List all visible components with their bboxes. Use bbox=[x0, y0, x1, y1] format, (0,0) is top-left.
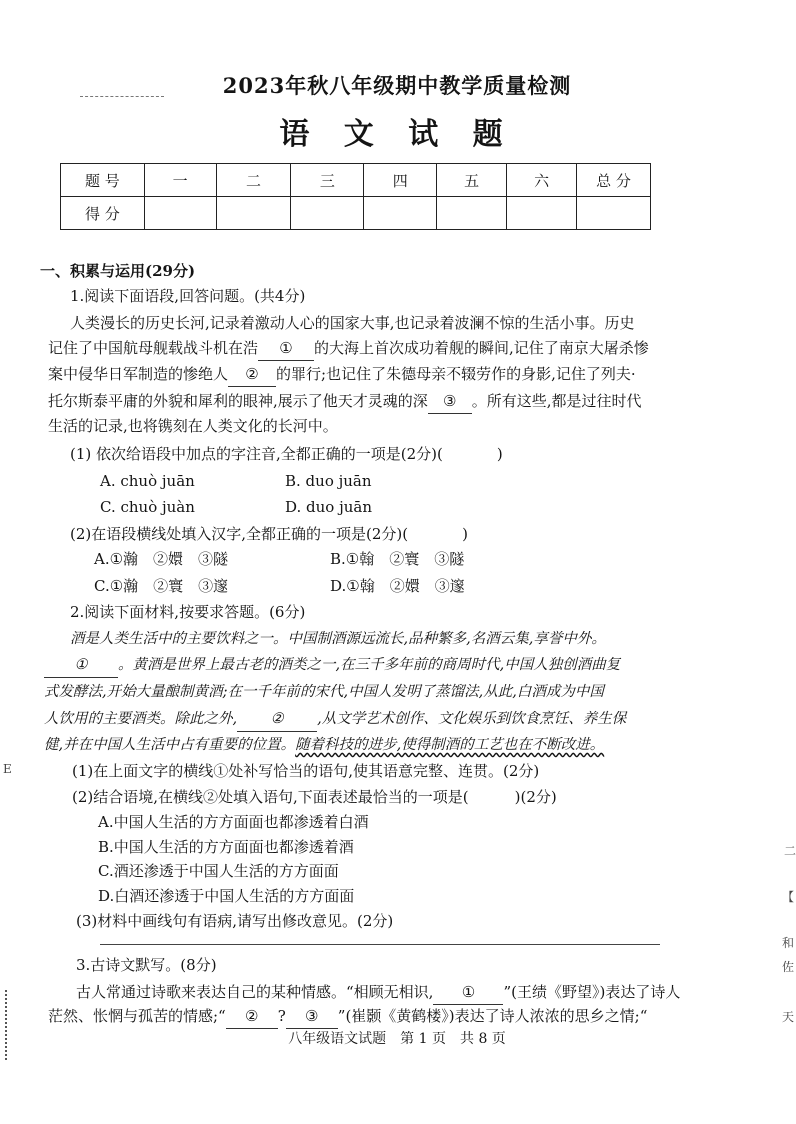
option-d: D.白酒还渗透于中国人生活的方方面面 bbox=[98, 887, 355, 905]
page-footer: 八年级语文试题 第 1 页 共 8 页 bbox=[288, 1031, 506, 1047]
option-b: B. duo juān bbox=[285, 472, 372, 490]
fill-blank[interactable]: ① bbox=[258, 336, 314, 361]
score-cell: 四 bbox=[364, 164, 437, 197]
material-line bbox=[44, 653, 620, 678]
question-title: 2.阅读下面材料,按要求答题。(6分) bbox=[70, 603, 306, 621]
score-cell: 得 分 bbox=[61, 197, 145, 230]
material-line: 式发酵法,开始大量酿制黄酒;在一千年前的宋代,中国人发明了蒸馏法,从此,白酒成为中国 bbox=[44, 684, 604, 700]
margin-mark: E bbox=[3, 762, 12, 776]
score-input-cell[interactable] bbox=[364, 197, 437, 230]
paragraph-line bbox=[48, 336, 649, 361]
text-span: 。黄酒是世界上最古老的酒类之一,在三千多年前的商周时代,中国人独创酒曲复 bbox=[118, 657, 621, 673]
option-b: B.①翰 ②寰 ③隧 bbox=[330, 550, 465, 568]
score-cell: 五 bbox=[437, 164, 507, 197]
option-c: C.酒还渗透于中国人生活的方方面面 bbox=[98, 862, 339, 880]
fill-blank[interactable]: ① bbox=[44, 653, 118, 678]
fill-blank[interactable]: ② bbox=[228, 362, 276, 387]
exam-title: 2023年秋八年级期中教学质量检测 bbox=[222, 73, 572, 98]
text-span: ) bbox=[496, 445, 503, 463]
text-span: 健,并在中国人生活中占有重要的位置。 bbox=[44, 737, 296, 753]
paragraph-line: 人类漫长的历史长河,记录着激动人心的国家大事,也记录着波澜不惊的生活小事。历史 bbox=[70, 314, 635, 332]
margin-mark: 佐 bbox=[782, 960, 795, 974]
text-span: (1) 依次给语段中加点的字注音,全都正确的一项是(2分)( bbox=[70, 445, 443, 463]
option-a: A.①瀚 ②嬛 ③隧 bbox=[94, 550, 229, 568]
text-span: (2)在语段横线处填入汉字,全都正确的一项是(2分)( bbox=[70, 525, 409, 543]
score-table-score-row bbox=[61, 197, 651, 230]
text-span: 记住了中国航母舰载战斗机在浩 bbox=[48, 339, 259, 357]
fill-blank[interactable]: ② bbox=[237, 707, 317, 732]
text-span: ? bbox=[277, 1007, 286, 1025]
fill-blank[interactable]: ② bbox=[226, 1004, 278, 1029]
material-line bbox=[44, 707, 626, 732]
text-span: ,从文学艺术创作、文化娱乐到饮食烹饪、养生保 bbox=[317, 711, 627, 727]
paragraph-line: 生活的记录,也将镌刻在人类文化的长河中。 bbox=[48, 417, 338, 435]
text-span: )(2分) bbox=[514, 788, 557, 806]
section-heading: 一、积累与运用(29分) bbox=[40, 262, 196, 280]
underlined-sentence: 随着科技的进步,使得制酒的工艺也在不断改进。 bbox=[295, 737, 605, 753]
poem-line bbox=[76, 980, 680, 1005]
question-title: 1.阅读下面语段,回答问题。(共4分) bbox=[70, 287, 306, 305]
score-input-cell[interactable] bbox=[437, 197, 507, 230]
option-d: D. duo juān bbox=[285, 498, 373, 516]
paragraph-line bbox=[48, 389, 642, 414]
text-span: 案中侵华日军制造的惨绝人 bbox=[48, 365, 229, 383]
answer-line[interactable] bbox=[100, 944, 660, 945]
score-cell: 二 bbox=[216, 164, 291, 197]
sub-question bbox=[70, 522, 468, 546]
material-line bbox=[44, 733, 604, 757]
fill-blank[interactable]: ③ bbox=[428, 389, 472, 414]
score-input-cell[interactable] bbox=[577, 197, 651, 230]
text-span: ”(崔颢《黄鹤楼》)表达了诗人浓浓的思乡之情;“ bbox=[337, 1007, 648, 1025]
option-a: A.中国人生活的方方面面也都渗透着白酒 bbox=[98, 813, 369, 831]
poem-line bbox=[48, 1004, 647, 1029]
score-table-header-row bbox=[61, 164, 651, 197]
margin-mark: 天 bbox=[782, 1010, 795, 1024]
score-cell: 六 bbox=[507, 164, 577, 197]
fill-blank[interactable]: ① bbox=[433, 980, 503, 1005]
margin-mark: 和 bbox=[782, 936, 795, 950]
text-span: 的大海上首次成功着舰的瞬间,记住了南京大屠杀惨 bbox=[314, 339, 649, 357]
score-input-cell[interactable] bbox=[507, 197, 577, 230]
option-b: B.中国人生活的方方面面也都渗透着酒 bbox=[98, 838, 354, 856]
text-span: 茫然、怅惘与孤苦的情感;“ bbox=[48, 1007, 226, 1025]
text-span: 人饮用的主要酒类。除此之外, bbox=[44, 711, 238, 727]
text-span: 的罪行;也记住了朱德母亲不辍劳作的身影,记住了列夫· bbox=[276, 365, 636, 383]
score-cell: 三 bbox=[291, 164, 364, 197]
text-span: ”(王绩《野望》)表达了诗人 bbox=[503, 983, 681, 1001]
sub-question: (3)材料中画线句有语病,请写出修改意见。(2分) bbox=[76, 912, 394, 930]
score-cell: 一 bbox=[144, 164, 216, 197]
margin-mark: 【 bbox=[782, 890, 795, 904]
option-a: A. chuò juān bbox=[100, 472, 195, 490]
text-span: 托尔斯泰平庸的外貌和犀利的眼神,展示了他天才灵魂的深 bbox=[48, 392, 428, 410]
sub-question bbox=[72, 785, 557, 809]
text-span: (2)结合语境,在横线②处填入语句,下面表述最恰当的一项是( bbox=[72, 788, 469, 806]
sub-question: (1)在上面文字的横线①处补写恰当的语句,使其语意完整、连贯。(2分) bbox=[72, 762, 540, 780]
score-input-cell[interactable] bbox=[291, 197, 364, 230]
text-span: 古人常通过诗歌来表达自己的某种情感。“相顾无相识, bbox=[76, 983, 434, 1001]
sub-question bbox=[70, 442, 503, 466]
question-title: 3.古诗文默写。(8分) bbox=[76, 956, 217, 974]
material-line: 酒是人类生活中的主要饮料之一。中国制酒源远流长,品种繁多,名酒云集,享誉中外。 bbox=[70, 631, 606, 647]
subject-title: 语 文 试 题 bbox=[279, 117, 515, 152]
option-d: D.①翰 ②嬛 ③邃 bbox=[330, 577, 465, 595]
fill-blank[interactable]: ③ bbox=[286, 1004, 338, 1029]
text-span: ) bbox=[462, 525, 468, 543]
score-cell: 总 分 bbox=[577, 164, 651, 197]
option-c: C.①瀚 ②寰 ③邃 bbox=[94, 577, 229, 595]
text-span: 。所有这些,都是过往时代 bbox=[471, 392, 642, 410]
option-c: C. chuò juàn bbox=[100, 498, 195, 516]
score-input-cell[interactable] bbox=[216, 197, 291, 230]
binding-edge bbox=[5, 990, 7, 1060]
margin-mark: 二 bbox=[784, 844, 796, 858]
score-input-cell[interactable] bbox=[144, 197, 216, 230]
score-table bbox=[60, 163, 651, 230]
score-cell: 题 号 bbox=[61, 164, 145, 197]
paragraph-line bbox=[48, 362, 636, 387]
